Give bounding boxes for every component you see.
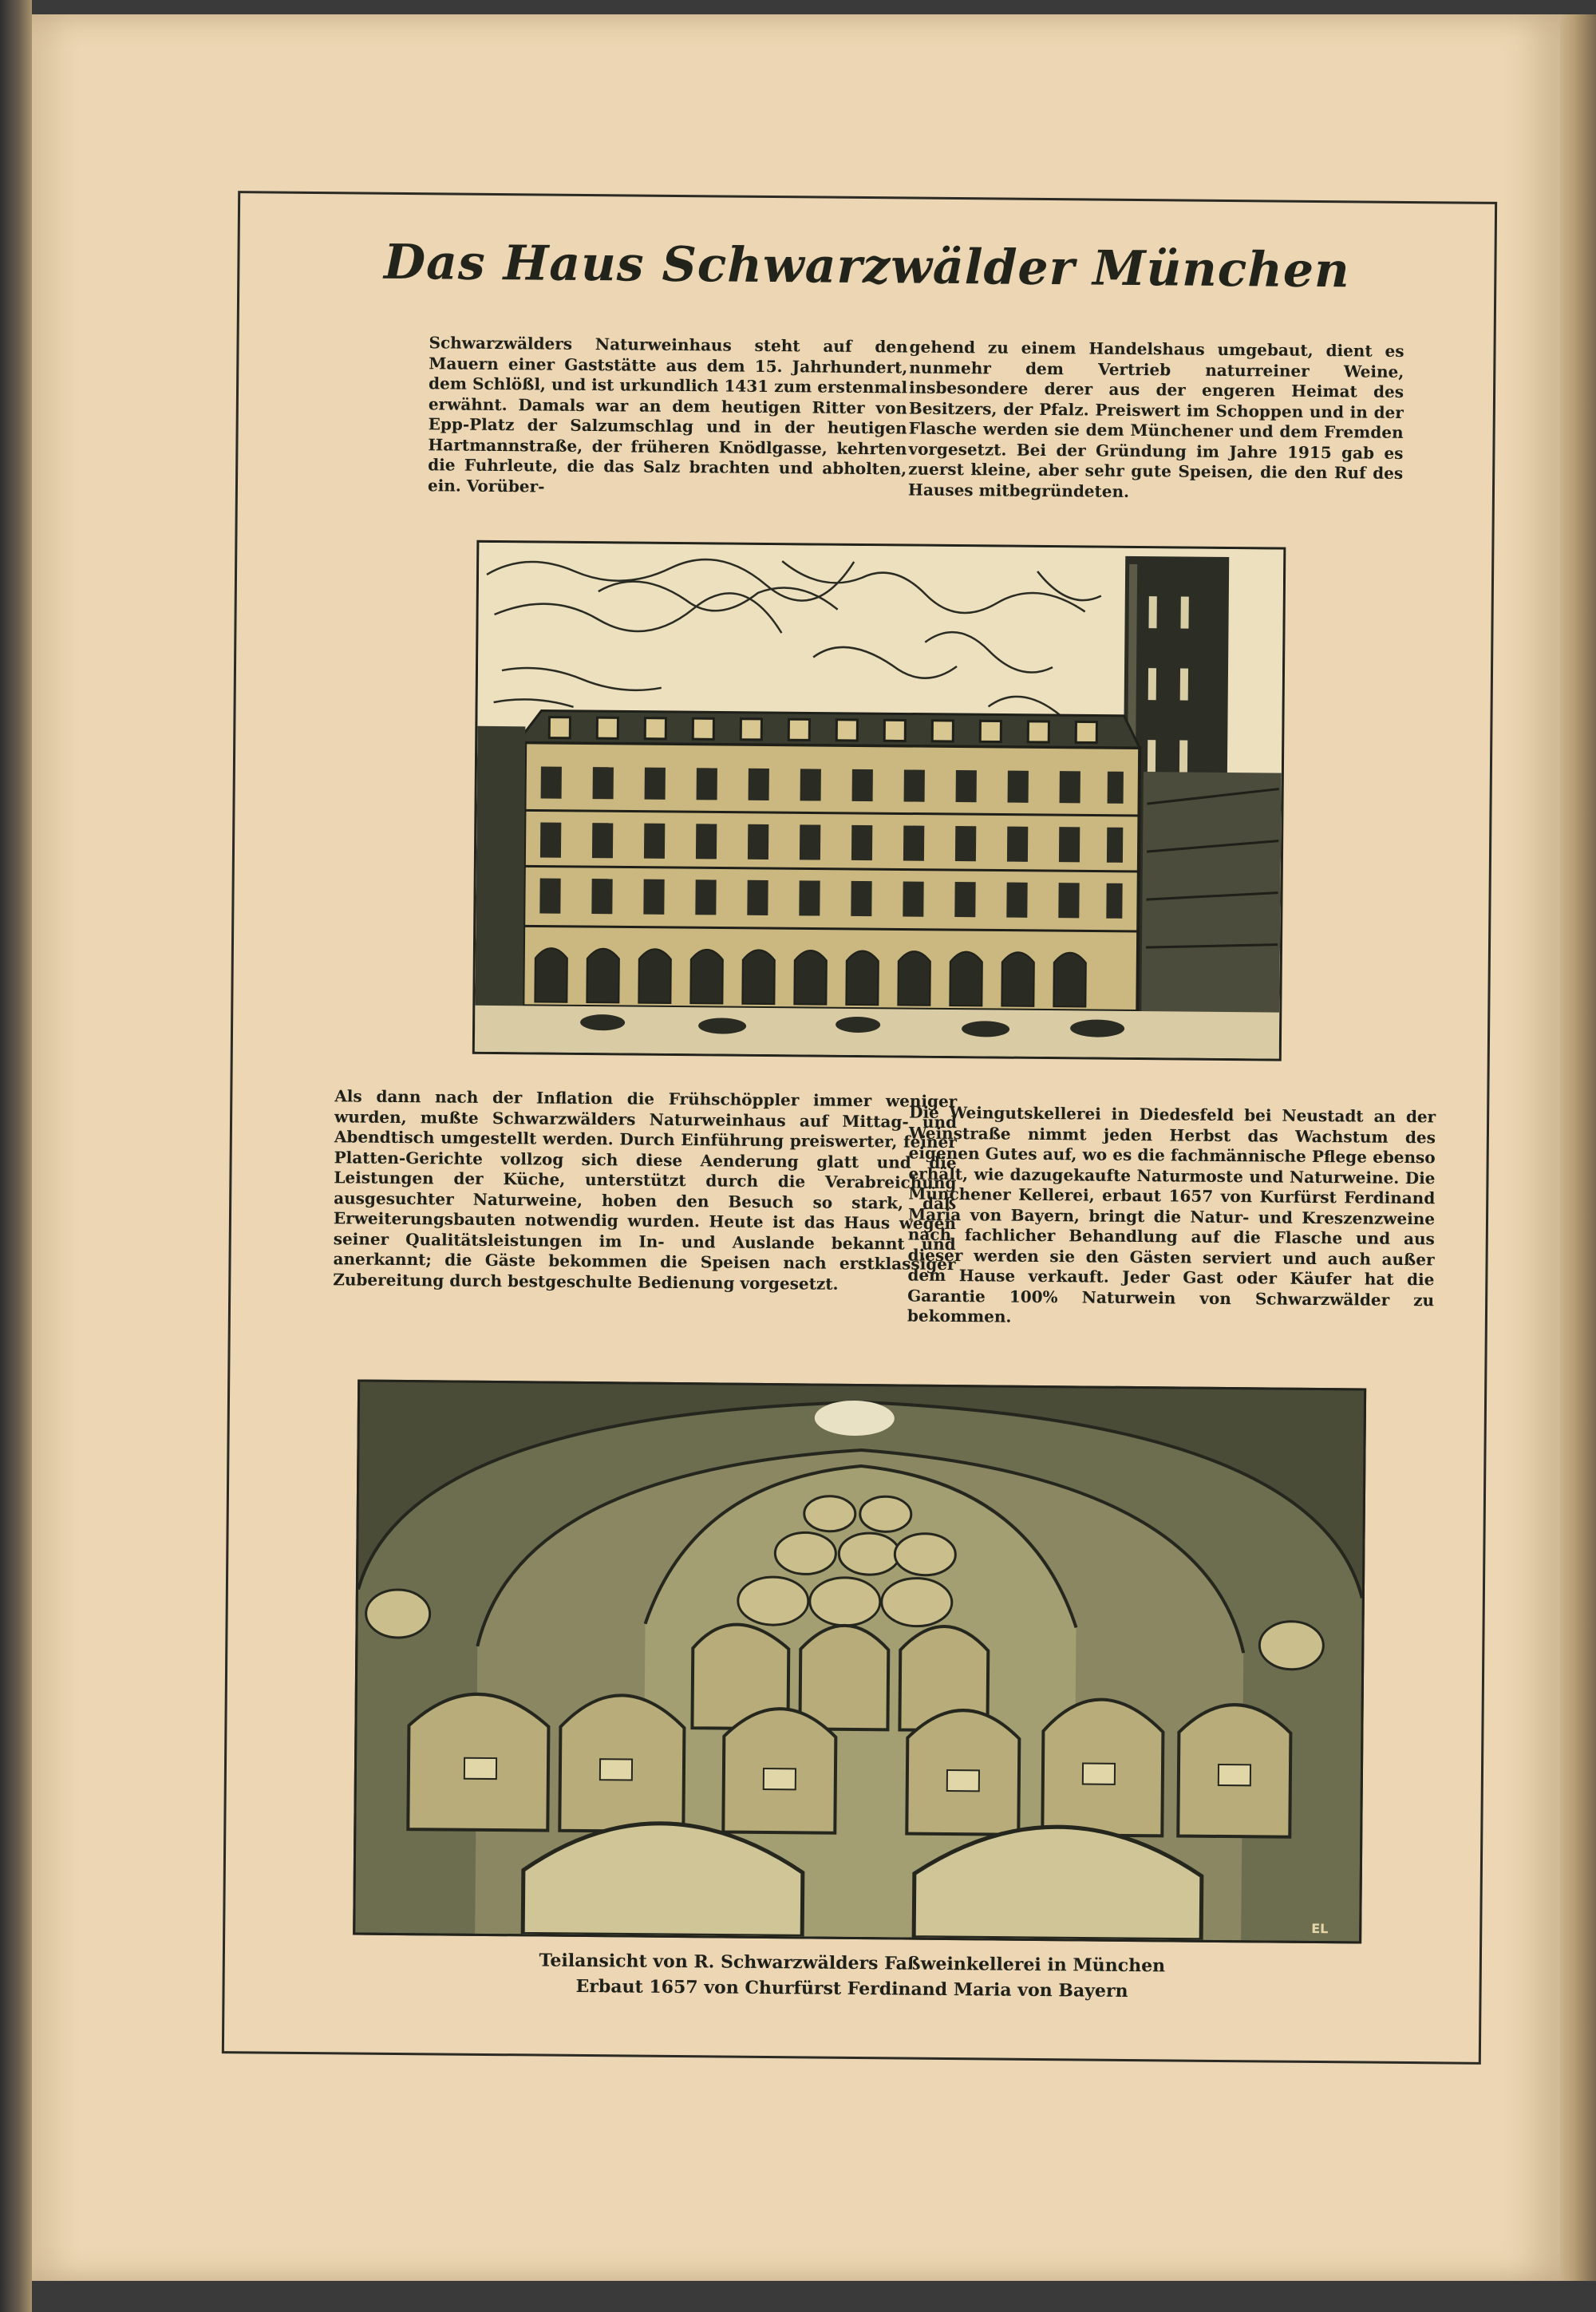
page-title: Das Haus Schwarzwälder München [383, 234, 1351, 299]
cellar-drawing [355, 1382, 1364, 1942]
page-edge [1560, 14, 1596, 2281]
page-frame [222, 191, 1497, 2065]
body-column-left: Als dann nach der Inflation die Frühschöppler immer weniger wurden, mußte Schwarzwälders Naturweinhaus auf Mittag- und Abendtisch umgestellt werden. Durch Einführung preiswerter, feiner Platten-Gerichte vollzog sich diese Aenderung glatt und die Leistungen der Küche, unterstützt durch die Verabreichung ausgesuchter Naturweine, hoben den Besuch so stark, daß Erweiterungsbauten notwendig wurden. Heute ist das Haus wegen seiner Qualitätsleistungen im In- und Auslande bekannt und anerkannt; die Gäste bekommen die Speisen nach erstklassiger Zubereitung durch bestgeschulte Bedienung vorgesetzt. [333, 1086, 958, 1294]
intro-column-right: gehend zu einem Handelshaus umgebaut, dient es nunmehr dem Vertrieb naturreiner Weine, insbesondere derer aus der engeren Heimat des Besitzers, der Pfalz. Preiswert im Schoppen und in der Flasche werden sie dem Münchener und dem Fremden vorgesetzt. Bei der Gründung im Jahre 1915 gab es zuerst kleine, aber sehr gute Speisen, die den Ruf des Hauses mitbegründeten. [907, 337, 1404, 501]
building-illustration [472, 540, 1286, 1061]
cellar-caption-line1: Teilansicht von R. Schwarzwälders Faßweinkellerei in München [539, 1950, 1166, 1977]
body-column-right: Die Weingutskellerei in Diedesfeld bei Neustadt an der Weinstraße nimmt jeden Herbst das Wachstum des eigenen Gutes auf, wo es die fachmännische Pflege ebenso erhält, wie dazugekaufte Naturmoste und Naturweine. Die Münchener Kellerei, erbaut 1657 von Kurfürst Ferdinand Maria von Bayern, bringt die Natur- und Kreszenzweine nach fachlicher Behandlung auf die Flasche und aus dieser werden sie den Gästen serviert und auch außer dem Hause verkauft. Jeder Gast oder Käufer hat die Garantie 100% Naturwein von Schwarzwälder zu bekommen. [907, 1102, 1436, 1326]
magazine-page [32, 14, 1560, 2281]
building-drawing [475, 543, 1284, 1059]
artist-monogram: EL [1311, 1920, 1329, 1937]
book-spine-shadow [0, 0, 32, 2312]
cellar-illustration [353, 1380, 1366, 1944]
intro-column-left: Schwarzwälders Naturweinhaus steht auf den Mauern einer Gaststätte aus dem 15. Jahrhundert, dem Schlößl, und ist urkundlich 1431 zum erstenmal erwähnt. Damals war an dem heutigen Ritter von Epp-Platz der Salzumschlag und in der heutigen Hartmannstraße, der früheren Knödlgasse, kehrten die Fuhrleute, die das Salz brachten und abholten, ein. Vorüber- [427, 333, 908, 496]
cellar-caption-line2: Erbaut 1657 von Churfürst Ferdinand Maria von Bayern [575, 1975, 1128, 2002]
